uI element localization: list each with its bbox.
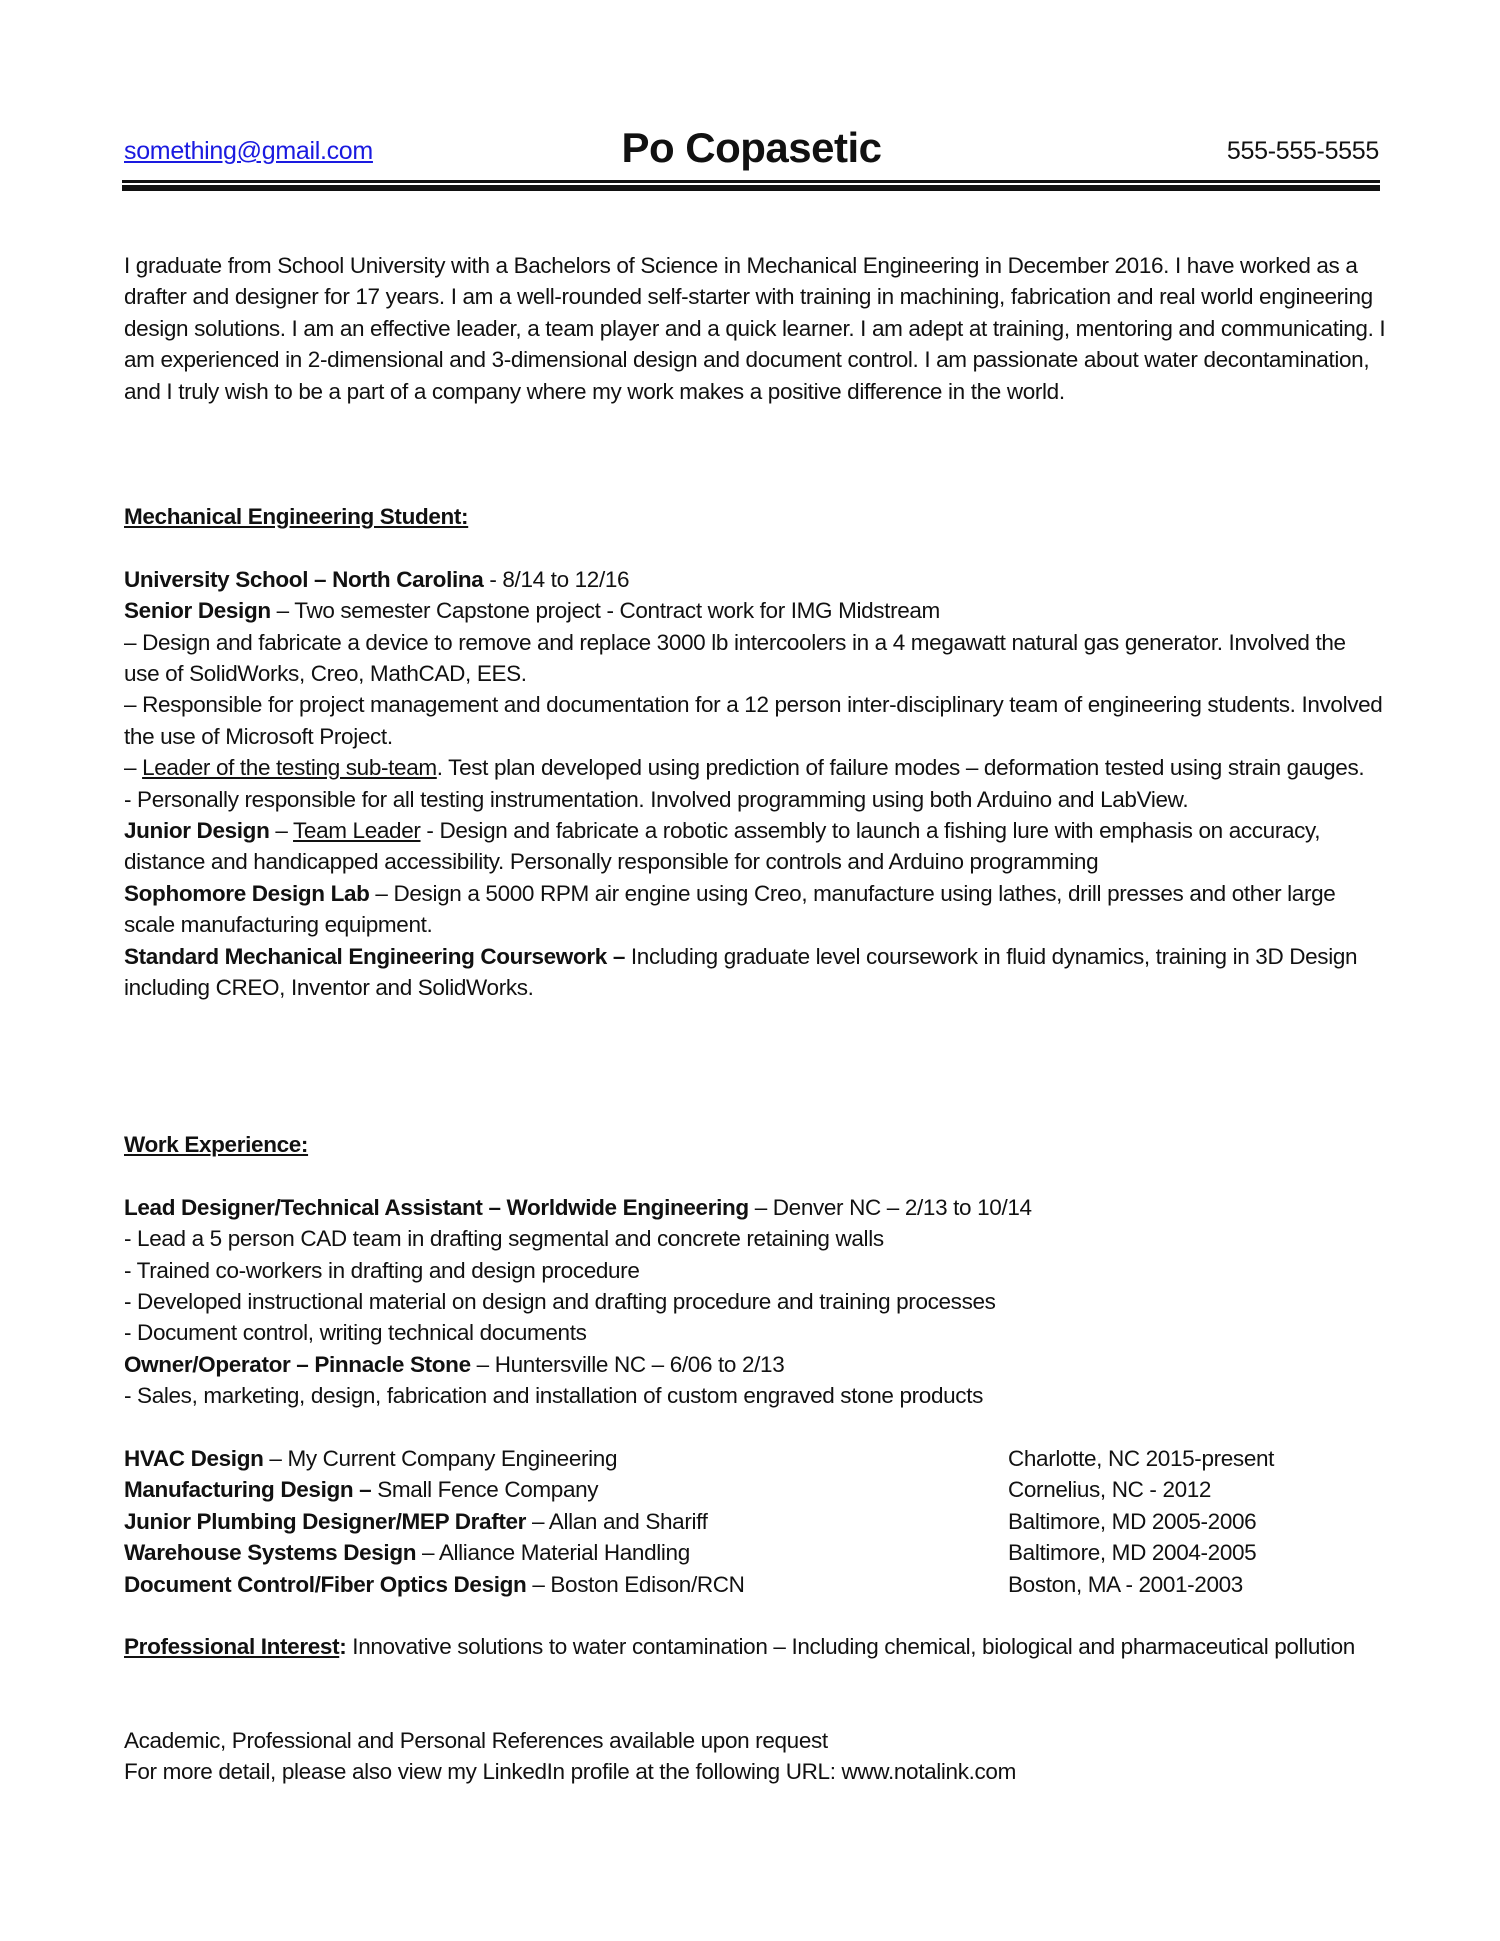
item-label: Sophomore Design Lab (124, 880, 370, 906)
item-label: Standard Mechanical Engineering Coursework – (124, 943, 625, 969)
header-divider-thick (122, 185, 1380, 191)
job-title: Lead Designer/Technical Assistant – Worldwide Engineering (124, 1194, 749, 1220)
resume-header (124, 122, 1379, 172)
item-text: - Design and fabricate a robotic assembly to launch a fishing lure with emphasis on accuracy, distance and handicapped accessibility. Personally responsible for controls and Arduino programming (124, 818, 1321, 875)
other-jobs-list (124, 1443, 1386, 1600)
professional-interest (124, 1631, 1386, 1662)
job-row (124, 1474, 1386, 1505)
item-label: Junior Design (124, 818, 270, 844)
bullet: - Document control, writing technical documents (124, 1320, 587, 1346)
phone-number: 555-555-5555 (1226, 137, 1379, 165)
item-text: – Two semester Capstone project - Contract work for IMG Midstream (270, 598, 940, 624)
school-line (124, 564, 1386, 595)
junior-design (124, 815, 1386, 878)
job-location: Cornelius, NC - 2012 (1008, 1477, 1212, 1503)
job-title: Warehouse Systems Design (124, 1540, 417, 1566)
job-company: – Alliance Material Handling (416, 1540, 690, 1566)
job-row (124, 1506, 1386, 1537)
section-heading: Work Experience: (124, 1132, 309, 1157)
bullet-text: . Test plan developed using prediction of failure modes – deformation tested using strain gauges. (436, 755, 1365, 781)
header-divider-thin (122, 180, 1380, 183)
job-row (124, 1443, 1386, 1474)
candidate-name: Po Copasetic (621, 124, 882, 171)
senior-design (124, 595, 1386, 626)
bullet: – Design and fabricate a device to remove and replace 3000 lb intercoolers in a 4 megawatt natural gas generator. Involved the use of SolidWorks, Creo, MathCAD, EES. (124, 629, 1346, 687)
bullet: – Responsible for project management and documentation for a 12 person inter-disciplinary team of engineering students. Involved the use of Microsoft Project. (124, 692, 1383, 749)
section-heading: Mechanical Engineering Student: (124, 504, 469, 529)
references-footer (124, 1725, 1386, 1788)
job-company: – My Current Company Engineering (263, 1446, 618, 1471)
work-section (124, 1129, 1386, 1412)
job-meta: – Huntersville NC – 6/06 to 2/13 (470, 1351, 785, 1377)
bullet: - Trained co-workers in drafting and design procedure (124, 1257, 640, 1283)
item-text: – Design a 5000 RPM air engine using Creo, manufacture using lathes, drill presses and other large scale manufacturing equipment. (124, 880, 1336, 938)
summary-paragraph: I graduate from School University with a Bachelors of Science in Mechanical Engineering in December 2016. I have worked as a drafter and designer for 17 years. I am a well-rounded self-starter with training in machining, fabrication and real world engineering design solutions. I am an effective leader, a team player and a quick learner. I am adept at training, mentoring and communicating. I am experienced in 2-dimensional and 3-dimensional design and document control. I am passionate about water decontamination, and I truly wish to be a part of a company where my work makes a positive difference in the world. (124, 253, 1386, 404)
underlined-role: Leader of the testing sub-team (142, 755, 437, 781)
job-company: – Allan and Shariff (526, 1508, 708, 1534)
job-company: Small Fence Company (371, 1477, 599, 1503)
linkedin-note: For more detail, please also view my LinkedIn profile at the following URL: www.notalink.com (124, 1759, 1016, 1785)
school-name: University School – North Carolina (124, 566, 484, 592)
sophomore-design (124, 878, 1386, 941)
job-line (124, 1349, 1386, 1380)
school-dates: - 8/14 to 12/16 (483, 566, 630, 592)
separator: – (269, 818, 294, 844)
email-link[interactable]: something@gmail.com (124, 137, 373, 165)
item-label: Senior Design (124, 598, 271, 624)
item-text: Including graduate level coursework in fluid dynamics, training in 3D Design including CREO, Inventor and SolidWorks. (124, 943, 1358, 1001)
job-location: Baltimore, MD 2004-2005 (1008, 1540, 1257, 1566)
interest-text: Innovative solutions to water contamination – Including chemical, biological and pharmaceutical pollution (346, 1634, 1355, 1659)
job-line (124, 1192, 1386, 1223)
bullet: - Personally responsible for all testing instrumentation. Involved programming using both Arduino and LabView. (124, 786, 1189, 812)
job-title: HVAC Design (124, 1446, 264, 1471)
job-location: Charlotte, NC 2015-present (1008, 1446, 1275, 1471)
job-company: – Boston Edison/RCN (526, 1571, 745, 1597)
job-title: Manufacturing Design – (124, 1477, 372, 1503)
bullet-prefix: – (124, 755, 143, 781)
bullet (124, 752, 1386, 783)
job-location: Baltimore, MD 2005-2006 (1008, 1508, 1257, 1534)
job-row (124, 1537, 1386, 1568)
job-title: Owner/Operator – Pinnacle Stone (124, 1351, 471, 1377)
job-row (124, 1569, 1386, 1600)
job-title: Document Control/Fiber Optics Design (124, 1571, 527, 1597)
underlined-role: Team Leader (293, 818, 421, 844)
references-note: Academic, Professional and Personal References available upon request (124, 1728, 828, 1753)
job-title: Junior Plumbing Designer/MEP Drafter (124, 1508, 527, 1534)
bullet: - Developed instructional material on design and drafting procedure and training processes (124, 1289, 996, 1315)
bullet: - Sales, marketing, design, fabrication and installation of custom engraved stone products (124, 1383, 983, 1409)
interest-colon: : (339, 1634, 347, 1659)
interest-label: Professional Interest (124, 1634, 340, 1659)
coursework (124, 941, 1386, 1004)
education-section (124, 501, 1386, 1003)
job-meta: – Denver NC – 2/13 to 10/14 (748, 1194, 1032, 1220)
bullet: - Lead a 5 person CAD team in drafting segmental and concrete retaining walls (124, 1226, 884, 1252)
job-location: Boston, MA - 2001-2003 (1008, 1571, 1243, 1597)
